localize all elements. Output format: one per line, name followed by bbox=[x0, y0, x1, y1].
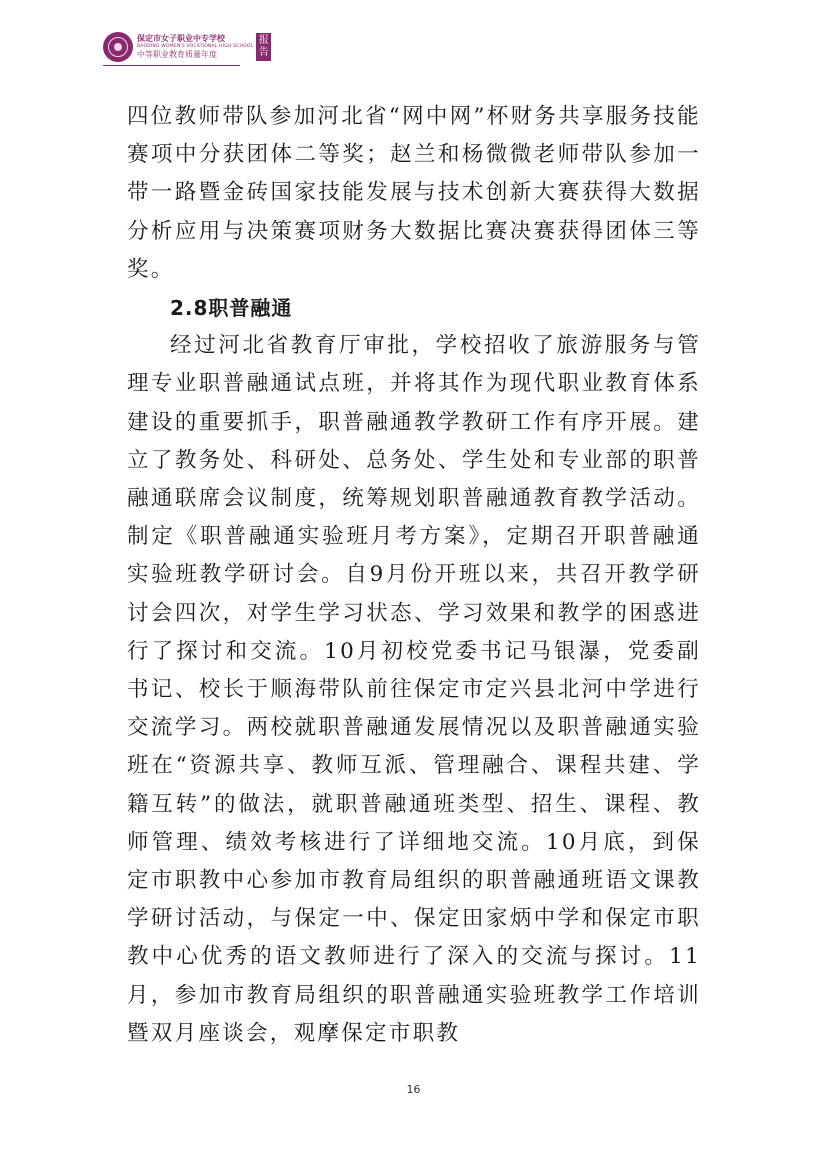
page-number: 16 bbox=[406, 1083, 421, 1096]
school-name-block bbox=[137, 34, 253, 60]
header-divider bbox=[103, 65, 240, 66]
school-name-en: BAODING WOMEN'S VOCATIONAL HIGH SCHOOL bbox=[137, 44, 254, 49]
report-tag: 报告 bbox=[256, 33, 271, 61]
school-logo-icon bbox=[103, 32, 133, 62]
school-name-cn: 保定市女子职业中专学校 bbox=[137, 34, 225, 43]
intro-paragraph: 四位教师带队参加河北省“网中网”杯财务共享服务技能赛项中分获团体二等奖；赵兰和杨微微老师带队参加一带一路暨金砖国家技能发展与技术创新大赛获得大数据分析应用与决策赛项财务大数据比赛决赛获得团体三等奖。 bbox=[127, 104, 701, 282]
report-subtitle: 中等职业教育质量年度 bbox=[137, 50, 217, 59]
section-heading: 2.8职普融通 bbox=[170, 296, 293, 321]
main-paragraph: 经过河北省教育厅审批，学校招收了旅游服务与管理专业职普融通试点班，并将其作为现代职业教育体系建设的重要抓手，职普融通教学教研工作有序开展。建立了教务处、科研处、总务处、学生处和专业部的职普融通联席会议制度，统筹规划职普融通教育教学活动。制定《职普融通实验班月考方案》，定期召开职普融通实验班教学研讨会。自9月份开班以来，共召开教学研讨会四次，对学生学习状态、学习效果和教学的困惑进行了探讨和交流。10月初校党委书记马银瀑，党委副书记、校长于顺海带队前往保定市定兴县北河中学进行交流学习。两校就职普融通发展情况以及职普融通实验班在“资源共享、教师互派、管理融合、课程共建、学籍互转”的做法，就职普融通班类型、招生、课程、教师管理、绩效考核进行了详细地交流。10月底，到保定市职教中心参加市教育局组织的职普融通班语文课教学研讨活动，与保定一中、保定田家炳中学和保定市职教中心优秀的语文教师进行了深入的交流与探讨。11月，参加市教育局组织的职普融通实验班教学工作培训暨双月座谈会，观摩保定市职教 bbox=[127, 333, 701, 1046]
document-body bbox=[127, 98, 701, 1053]
page-header bbox=[103, 30, 271, 64]
